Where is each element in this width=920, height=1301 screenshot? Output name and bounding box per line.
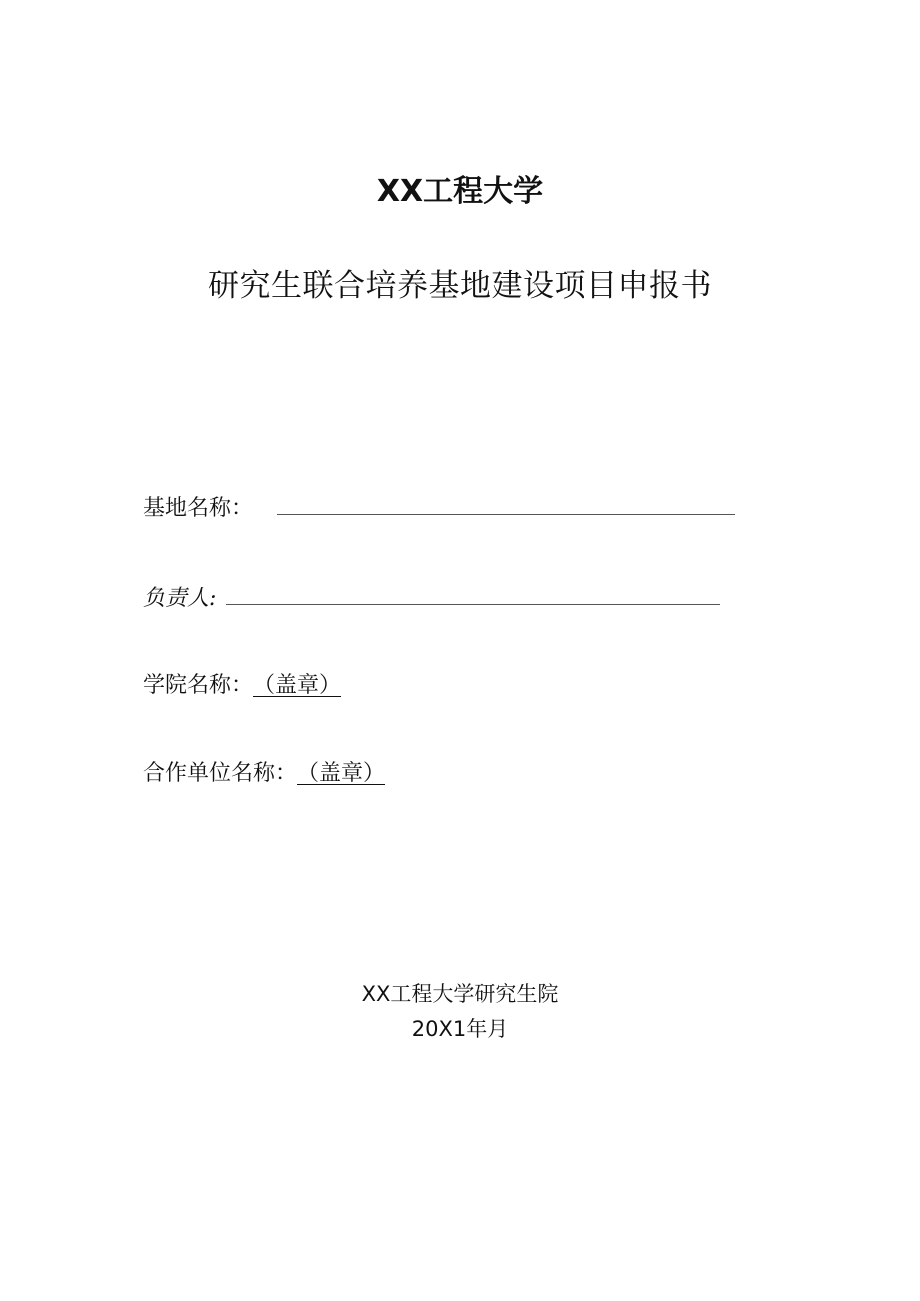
base-name-field [143,492,735,525]
leader-label: 负责人: [143,586,217,611]
partner-field [143,758,393,790]
college-label: 学院名称： [143,673,254,698]
document-subtitle: 研究生联合培养基地建设项目申报书 [208,268,712,304]
college-field [143,670,349,702]
base-name-label: 基地名称： [143,496,254,521]
college-stamp-placeholder: （盖章） [253,673,342,698]
footer-issuer: XX工程大学研究生院 [361,982,559,1006]
footer-date: 20X1年月 [411,1017,509,1041]
partner-label: 合作单位名称： [143,761,298,786]
leader-field [143,582,720,615]
leader-blank-line[interactable] [226,582,720,605]
document-title: XX工程大学 [376,174,544,209]
base-name-blank-line[interactable] [277,492,735,515]
partner-stamp-placeholder: （盖章） [297,761,386,786]
